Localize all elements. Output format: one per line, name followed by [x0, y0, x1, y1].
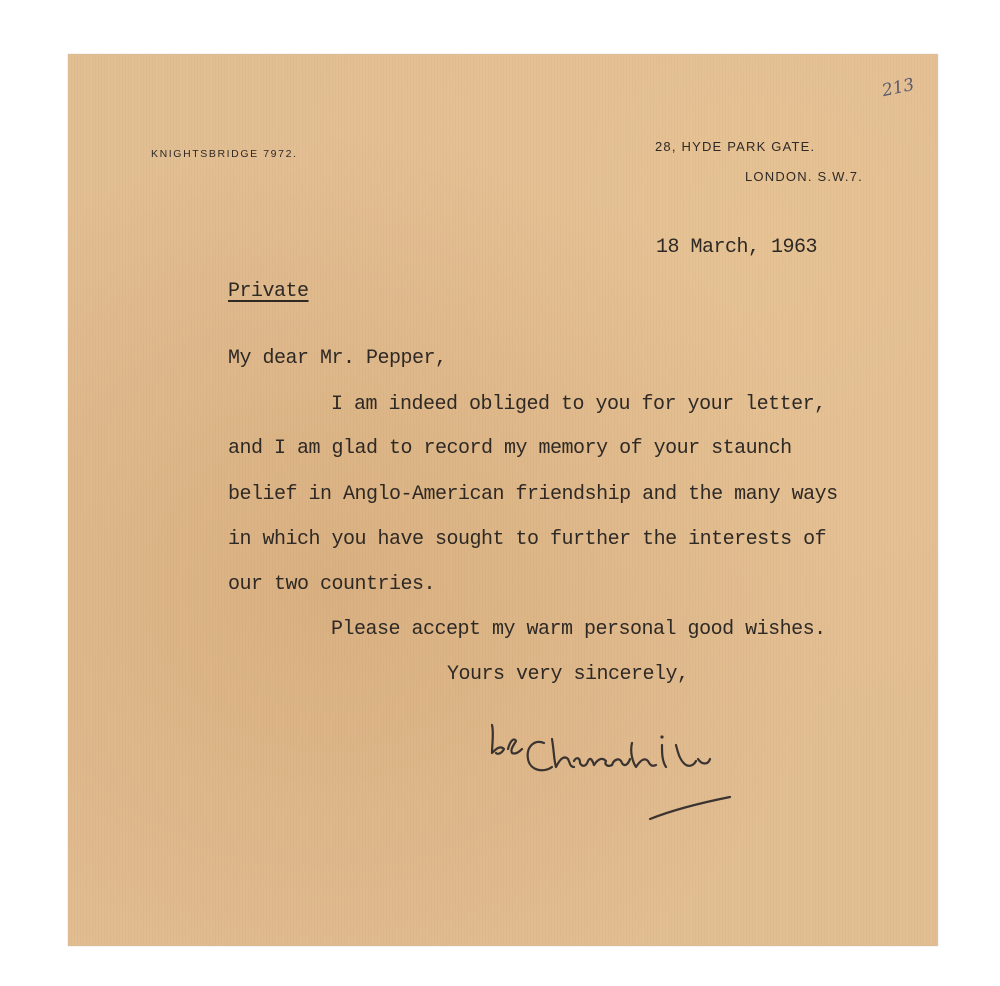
- body-line: in which you have sought to further the interests of: [228, 528, 827, 551]
- body-line: our two countries.: [228, 573, 436, 596]
- body-line: I am indeed obliged to you for your letter,: [331, 393, 826, 416]
- body-line: Please accept my warm personal good wishes.: [331, 618, 826, 641]
- private-marking: Private: [228, 280, 309, 303]
- archive-number: 213: [880, 74, 917, 102]
- body-line: and I am glad to record my memory of your staunch: [228, 437, 792, 460]
- signature: [480, 715, 740, 825]
- body-line: belief in Anglo-American friendship and the many ways: [228, 483, 838, 506]
- salutation: My dear Mr. Pepper,: [228, 347, 447, 370]
- letterhead-telephone: KNIGHTSBRIDGE 7972.: [151, 148, 298, 160]
- letter-date: 18 March, 1963: [656, 236, 818, 259]
- closing: Yours very sincerely,: [447, 663, 689, 686]
- letterhead-address-line2: LONDON. S.W.7.: [745, 169, 863, 184]
- letterhead-address-line1: 28, HYDE PARK GATE.: [655, 139, 816, 154]
